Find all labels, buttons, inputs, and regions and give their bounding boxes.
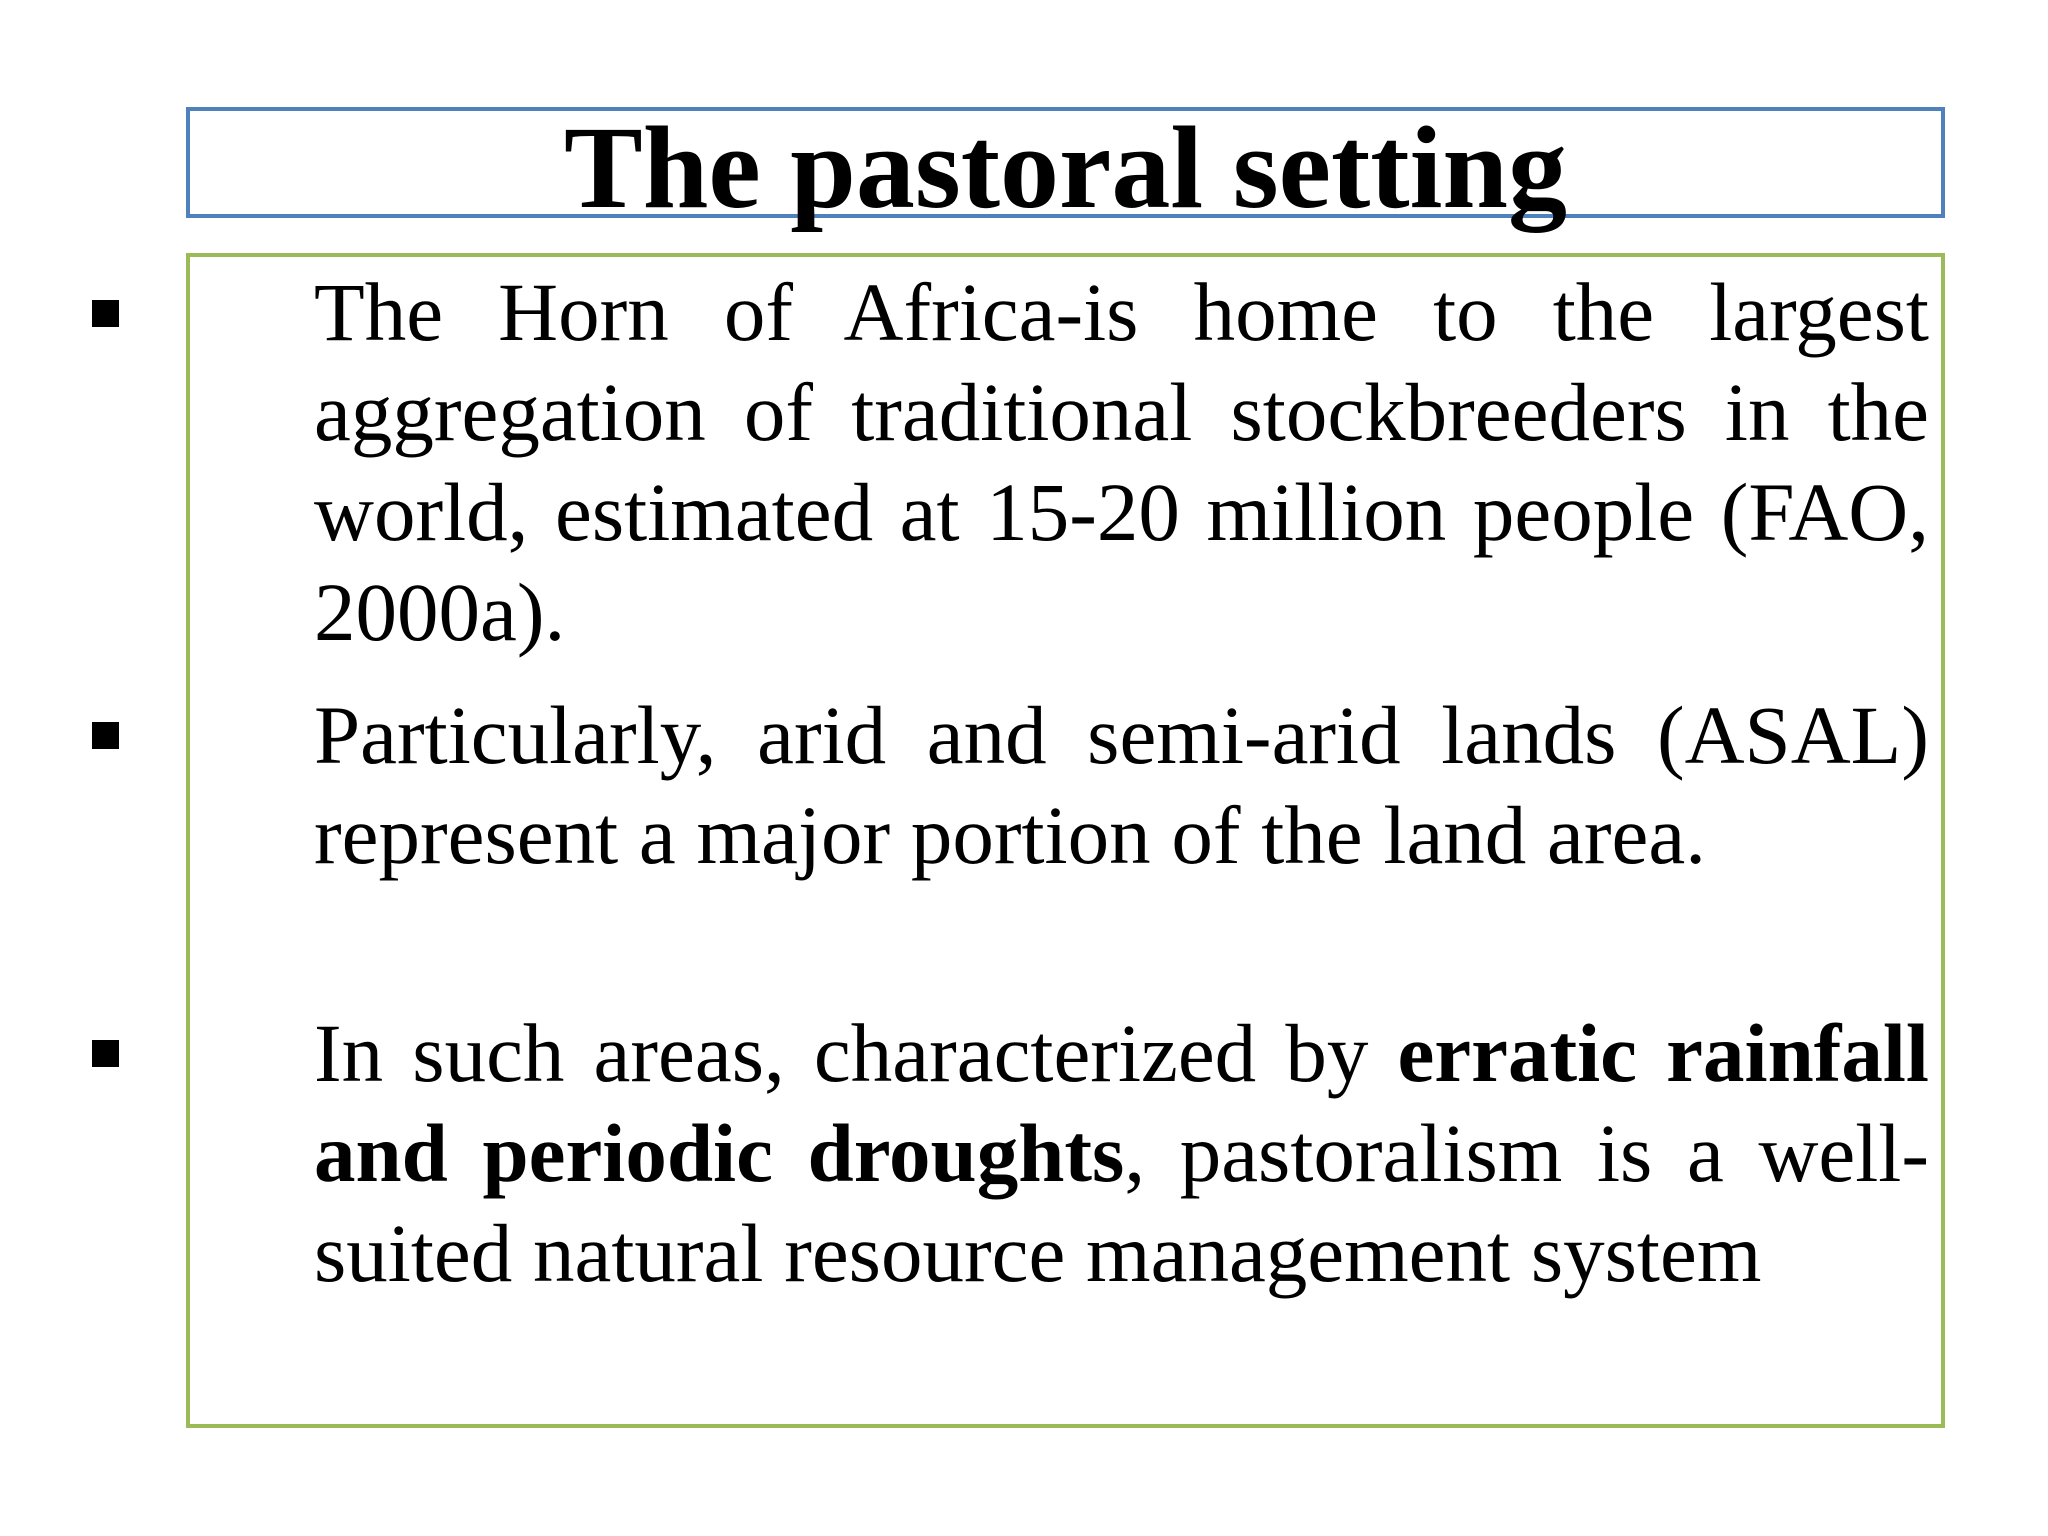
bullet-square-icon [92, 722, 119, 749]
bullet-text-bold: erratic rainfall and periodic droughts [314, 1007, 1929, 1199]
slide-title: The pastoral setting [564, 102, 1567, 233]
bullet-text-after: , pastoralism is a well-suited natural resource management system [314, 1107, 1929, 1299]
bullet-text-before: In such areas, characterized by [314, 1007, 1398, 1099]
bullet-text [314, 1003, 1929, 1303]
bullet-text: Particularly, arid and semi-arid lands (ASAL) represent a major portion of the land area. [314, 689, 1929, 881]
bullet-square-icon [92, 1040, 119, 1067]
bullet-square-icon [92, 300, 119, 327]
title-box [186, 102, 1945, 233]
bullet-text: The Horn of Africa-is home to the largest aggregation of traditional stockbreeders in the world, estimated at 15-20 million people (FAO, 2000a). [314, 266, 1929, 658]
